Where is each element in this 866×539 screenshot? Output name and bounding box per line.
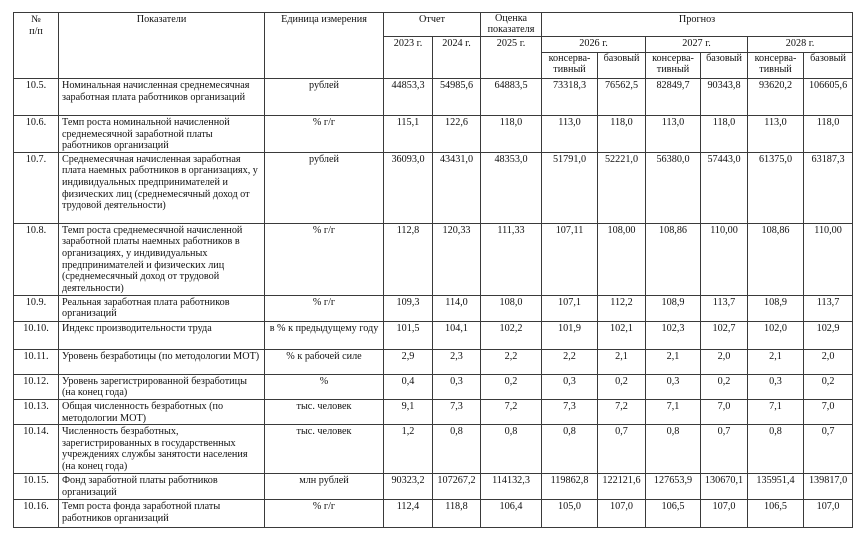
- row-value: 43431,0: [433, 152, 481, 223]
- table-row: [14, 321, 853, 349]
- header-num-line2: п/п: [29, 25, 43, 37]
- row-index: 10.10.: [14, 321, 59, 349]
- row-value: 118,0: [598, 116, 646, 153]
- row-value: 54985,6: [433, 79, 481, 116]
- row-value: 2,1: [646, 349, 701, 374]
- row-value: 7,1: [646, 399, 701, 424]
- row-unit: млн рублей: [265, 474, 384, 500]
- row-value: 102,9: [804, 321, 853, 349]
- row-value: 118,0: [481, 116, 542, 153]
- header-year-2026: 2026 г.: [542, 37, 646, 53]
- row-value: 82849,7: [646, 79, 701, 116]
- row-value: 44853,3: [384, 79, 433, 116]
- row-value: 113,0: [748, 116, 804, 153]
- row-value: 114,0: [433, 295, 481, 321]
- row-value: 7,2: [598, 399, 646, 424]
- row-value: 101,5: [384, 321, 433, 349]
- row-value: 108,00: [598, 223, 646, 295]
- row-value: 7,2: [481, 399, 542, 424]
- row-indicator-name: Номинальная начисленная среднемесячная заработная плата работников организаций: [59, 79, 265, 116]
- row-value: 0,8: [646, 425, 701, 474]
- row-unit: % к рабочей силе: [265, 349, 384, 374]
- row-value: 113,7: [701, 295, 748, 321]
- header-scenario-2027-conservative: консерва-тивный: [646, 53, 701, 79]
- row-value: 105,0: [542, 500, 598, 528]
- row-value: 73318,3: [542, 79, 598, 116]
- row-value: 112,4: [384, 500, 433, 528]
- header-year-2024: 2024 г.: [433, 37, 481, 79]
- row-value: 0,2: [598, 374, 646, 399]
- row-value: 113,0: [542, 116, 598, 153]
- table-row: [14, 399, 853, 424]
- row-value: 0,7: [598, 425, 646, 474]
- header-num-line1: №: [31, 14, 41, 25]
- row-unit: % г/г: [265, 500, 384, 528]
- row-value: 135951,4: [748, 474, 804, 500]
- row-value: 102,3: [646, 321, 701, 349]
- header-indicator: Показатели: [59, 13, 265, 79]
- row-value: 93620,2: [748, 79, 804, 116]
- row-value: 2,2: [481, 349, 542, 374]
- row-value: 2,1: [598, 349, 646, 374]
- row-value: 120,33: [433, 223, 481, 295]
- row-index: 10.12.: [14, 374, 59, 399]
- row-value: 107,0: [598, 500, 646, 528]
- row-value: 112,2: [598, 295, 646, 321]
- row-value: 115,1: [384, 116, 433, 153]
- row-value: 114132,3: [481, 474, 542, 500]
- row-value: 106,4: [481, 500, 542, 528]
- row-value: 0,4: [384, 374, 433, 399]
- row-value: 7,0: [804, 399, 853, 424]
- row-indicator-name: Индекс производительности труда: [59, 321, 265, 349]
- row-value: 106,5: [646, 500, 701, 528]
- row-value: 63187,3: [804, 152, 853, 223]
- row-value: 51791,0: [542, 152, 598, 223]
- row-value: 122,6: [433, 116, 481, 153]
- row-indicator-name: Численность безработных, зарегистрированных в государственных учреждениях службы занятости населения (на конец года): [59, 425, 265, 474]
- row-value: 0,3: [748, 374, 804, 399]
- row-indicator-name: Фонд заработной платы работников организаций: [59, 474, 265, 500]
- row-indicator-name: Темп роста среднемесячной начисленной заработной платы наемных работников в организациях, у индивидуальных предпринимателей и физических лиц (среднемесячный доход от трудовой деятельности): [59, 223, 265, 295]
- row-index: 10.11.: [14, 349, 59, 374]
- row-value: 130670,1: [701, 474, 748, 500]
- indicators-table: [13, 12, 853, 528]
- row-unit: %: [265, 374, 384, 399]
- row-value: 122121,6: [598, 474, 646, 500]
- header-scenario-2026-conservative: консерва-тивный: [542, 53, 598, 79]
- header-year-2027: 2027 г.: [646, 37, 748, 53]
- header-num: [14, 13, 59, 79]
- table-row: [14, 295, 853, 321]
- row-index: 10.14.: [14, 425, 59, 474]
- table-row: [14, 79, 853, 116]
- row-index: 10.9.: [14, 295, 59, 321]
- table-row: [14, 152, 853, 223]
- row-value: 7,0: [701, 399, 748, 424]
- row-value: 106,5: [748, 500, 804, 528]
- row-value: 7,1: [748, 399, 804, 424]
- row-value: 61375,0: [748, 152, 804, 223]
- row-value: 119862,8: [542, 474, 598, 500]
- row-value: 1,2: [384, 425, 433, 474]
- header-year-2025: 2025 г.: [481, 37, 542, 79]
- header-year-2028: 2028 г.: [748, 37, 853, 53]
- row-value: 110,00: [701, 223, 748, 295]
- table-body: [14, 79, 853, 528]
- row-value: 107,11: [542, 223, 598, 295]
- table-row: [14, 116, 853, 153]
- row-unit: тыс. человек: [265, 399, 384, 424]
- row-value: 106605,6: [804, 79, 853, 116]
- row-value: 0,8: [433, 425, 481, 474]
- table-row: [14, 374, 853, 399]
- row-value: 107,1: [542, 295, 598, 321]
- row-value: 108,9: [646, 295, 701, 321]
- row-index: 10.7.: [14, 152, 59, 223]
- row-value: 52221,0: [598, 152, 646, 223]
- row-value: 104,1: [433, 321, 481, 349]
- row-indicator-name: Уровень зарегистрированной безработицы (на конец года): [59, 374, 265, 399]
- row-value: 108,9: [748, 295, 804, 321]
- row-value: 101,9: [542, 321, 598, 349]
- row-value: 118,0: [701, 116, 748, 153]
- table-header: [14, 13, 853, 79]
- row-value: 111,33: [481, 223, 542, 295]
- row-value: 2,0: [701, 349, 748, 374]
- row-value: 0,3: [542, 374, 598, 399]
- row-value: 7,3: [433, 399, 481, 424]
- row-value: 2,9: [384, 349, 433, 374]
- row-value: 0,8: [481, 425, 542, 474]
- row-indicator-name: Среднемесячная начисленная заработная плата наемных работников в организациях, у индивидуальных предпринимателей и физических лиц (среднемесячный доход от трудовой деятельности): [59, 152, 265, 223]
- row-index: 10.16.: [14, 500, 59, 528]
- row-value: 2,1: [748, 349, 804, 374]
- row-value: 0,8: [748, 425, 804, 474]
- row-value: 102,2: [481, 321, 542, 349]
- header-scenario-2028-base: базовый: [804, 53, 853, 79]
- row-index: 10.8.: [14, 223, 59, 295]
- row-value: 107,0: [804, 500, 853, 528]
- row-value: 113,7: [804, 295, 853, 321]
- row-index: 10.15.: [14, 474, 59, 500]
- row-value: 0,3: [646, 374, 701, 399]
- row-value: 102,1: [598, 321, 646, 349]
- header-scenario-2027-base: базовый: [701, 53, 748, 79]
- row-value: 127653,9: [646, 474, 701, 500]
- row-unit: % г/г: [265, 116, 384, 153]
- row-unit: рублей: [265, 152, 384, 223]
- row-index: 10.13.: [14, 399, 59, 424]
- row-value: 118,0: [804, 116, 853, 153]
- row-indicator-name: Темп роста фонда заработной платы работников организаций: [59, 500, 265, 528]
- row-value: 90343,8: [701, 79, 748, 116]
- row-value: 108,86: [748, 223, 804, 295]
- row-unit: % г/г: [265, 223, 384, 295]
- row-value: 110,00: [804, 223, 853, 295]
- row-value: 36093,0: [384, 152, 433, 223]
- row-unit: рублей: [265, 79, 384, 116]
- row-value: 107,0: [701, 500, 748, 528]
- row-value: 9,1: [384, 399, 433, 424]
- row-indicator-name: Темп роста номинальной начисленной среднемесячной заработной платы работников организаций: [59, 116, 265, 153]
- row-value: 102,7: [701, 321, 748, 349]
- row-value: 109,3: [384, 295, 433, 321]
- row-index: 10.5.: [14, 79, 59, 116]
- row-value: 112,8: [384, 223, 433, 295]
- row-value: 108,0: [481, 295, 542, 321]
- row-value: 76562,5: [598, 79, 646, 116]
- header-year-2023: 2023 г.: [384, 37, 433, 79]
- header-scenario-2028-conservative: консерва-тивный: [748, 53, 804, 79]
- row-unit: в % к предыдущему году: [265, 321, 384, 349]
- table-row: [14, 223, 853, 295]
- row-value: 102,0: [748, 321, 804, 349]
- row-value: 0,2: [804, 374, 853, 399]
- row-value: 107267,2: [433, 474, 481, 500]
- row-value: 0,7: [804, 425, 853, 474]
- row-value: 0,2: [701, 374, 748, 399]
- header-estimate: Оценка показателя: [481, 13, 542, 37]
- row-indicator-name: Реальная заработная плата работников организаций: [59, 295, 265, 321]
- table-row: [14, 425, 853, 474]
- row-value: 0,7: [701, 425, 748, 474]
- row-unit: тыс. человек: [265, 425, 384, 474]
- header-scenario-2026-base: базовый: [598, 53, 646, 79]
- row-value: 7,3: [542, 399, 598, 424]
- row-value: 139817,0: [804, 474, 853, 500]
- table-row: [14, 474, 853, 500]
- row-value: 118,8: [433, 500, 481, 528]
- row-value: 2,2: [542, 349, 598, 374]
- row-value: 113,0: [646, 116, 701, 153]
- row-indicator-name: Общая численность безработных (по методологии МОТ): [59, 399, 265, 424]
- header-report: Отчет: [384, 13, 481, 37]
- table-row: [14, 349, 853, 374]
- row-value: 108,86: [646, 223, 701, 295]
- header-unit: Единица измерения: [265, 13, 384, 79]
- row-value: 57443,0: [701, 152, 748, 223]
- row-unit: % г/г: [265, 295, 384, 321]
- row-value: 0,2: [481, 374, 542, 399]
- header-forecast: Прогноз: [542, 13, 853, 37]
- row-value: 0,3: [433, 374, 481, 399]
- row-value: 48353,0: [481, 152, 542, 223]
- row-value: 2,3: [433, 349, 481, 374]
- row-value: 2,0: [804, 349, 853, 374]
- row-value: 0,8: [542, 425, 598, 474]
- row-indicator-name: Уровень безработицы (по методологии МОТ): [59, 349, 265, 374]
- row-index: 10.6.: [14, 116, 59, 153]
- row-value: 64883,5: [481, 79, 542, 116]
- row-value: 90323,2: [384, 474, 433, 500]
- row-value: 56380,0: [646, 152, 701, 223]
- table-row: [14, 500, 853, 528]
